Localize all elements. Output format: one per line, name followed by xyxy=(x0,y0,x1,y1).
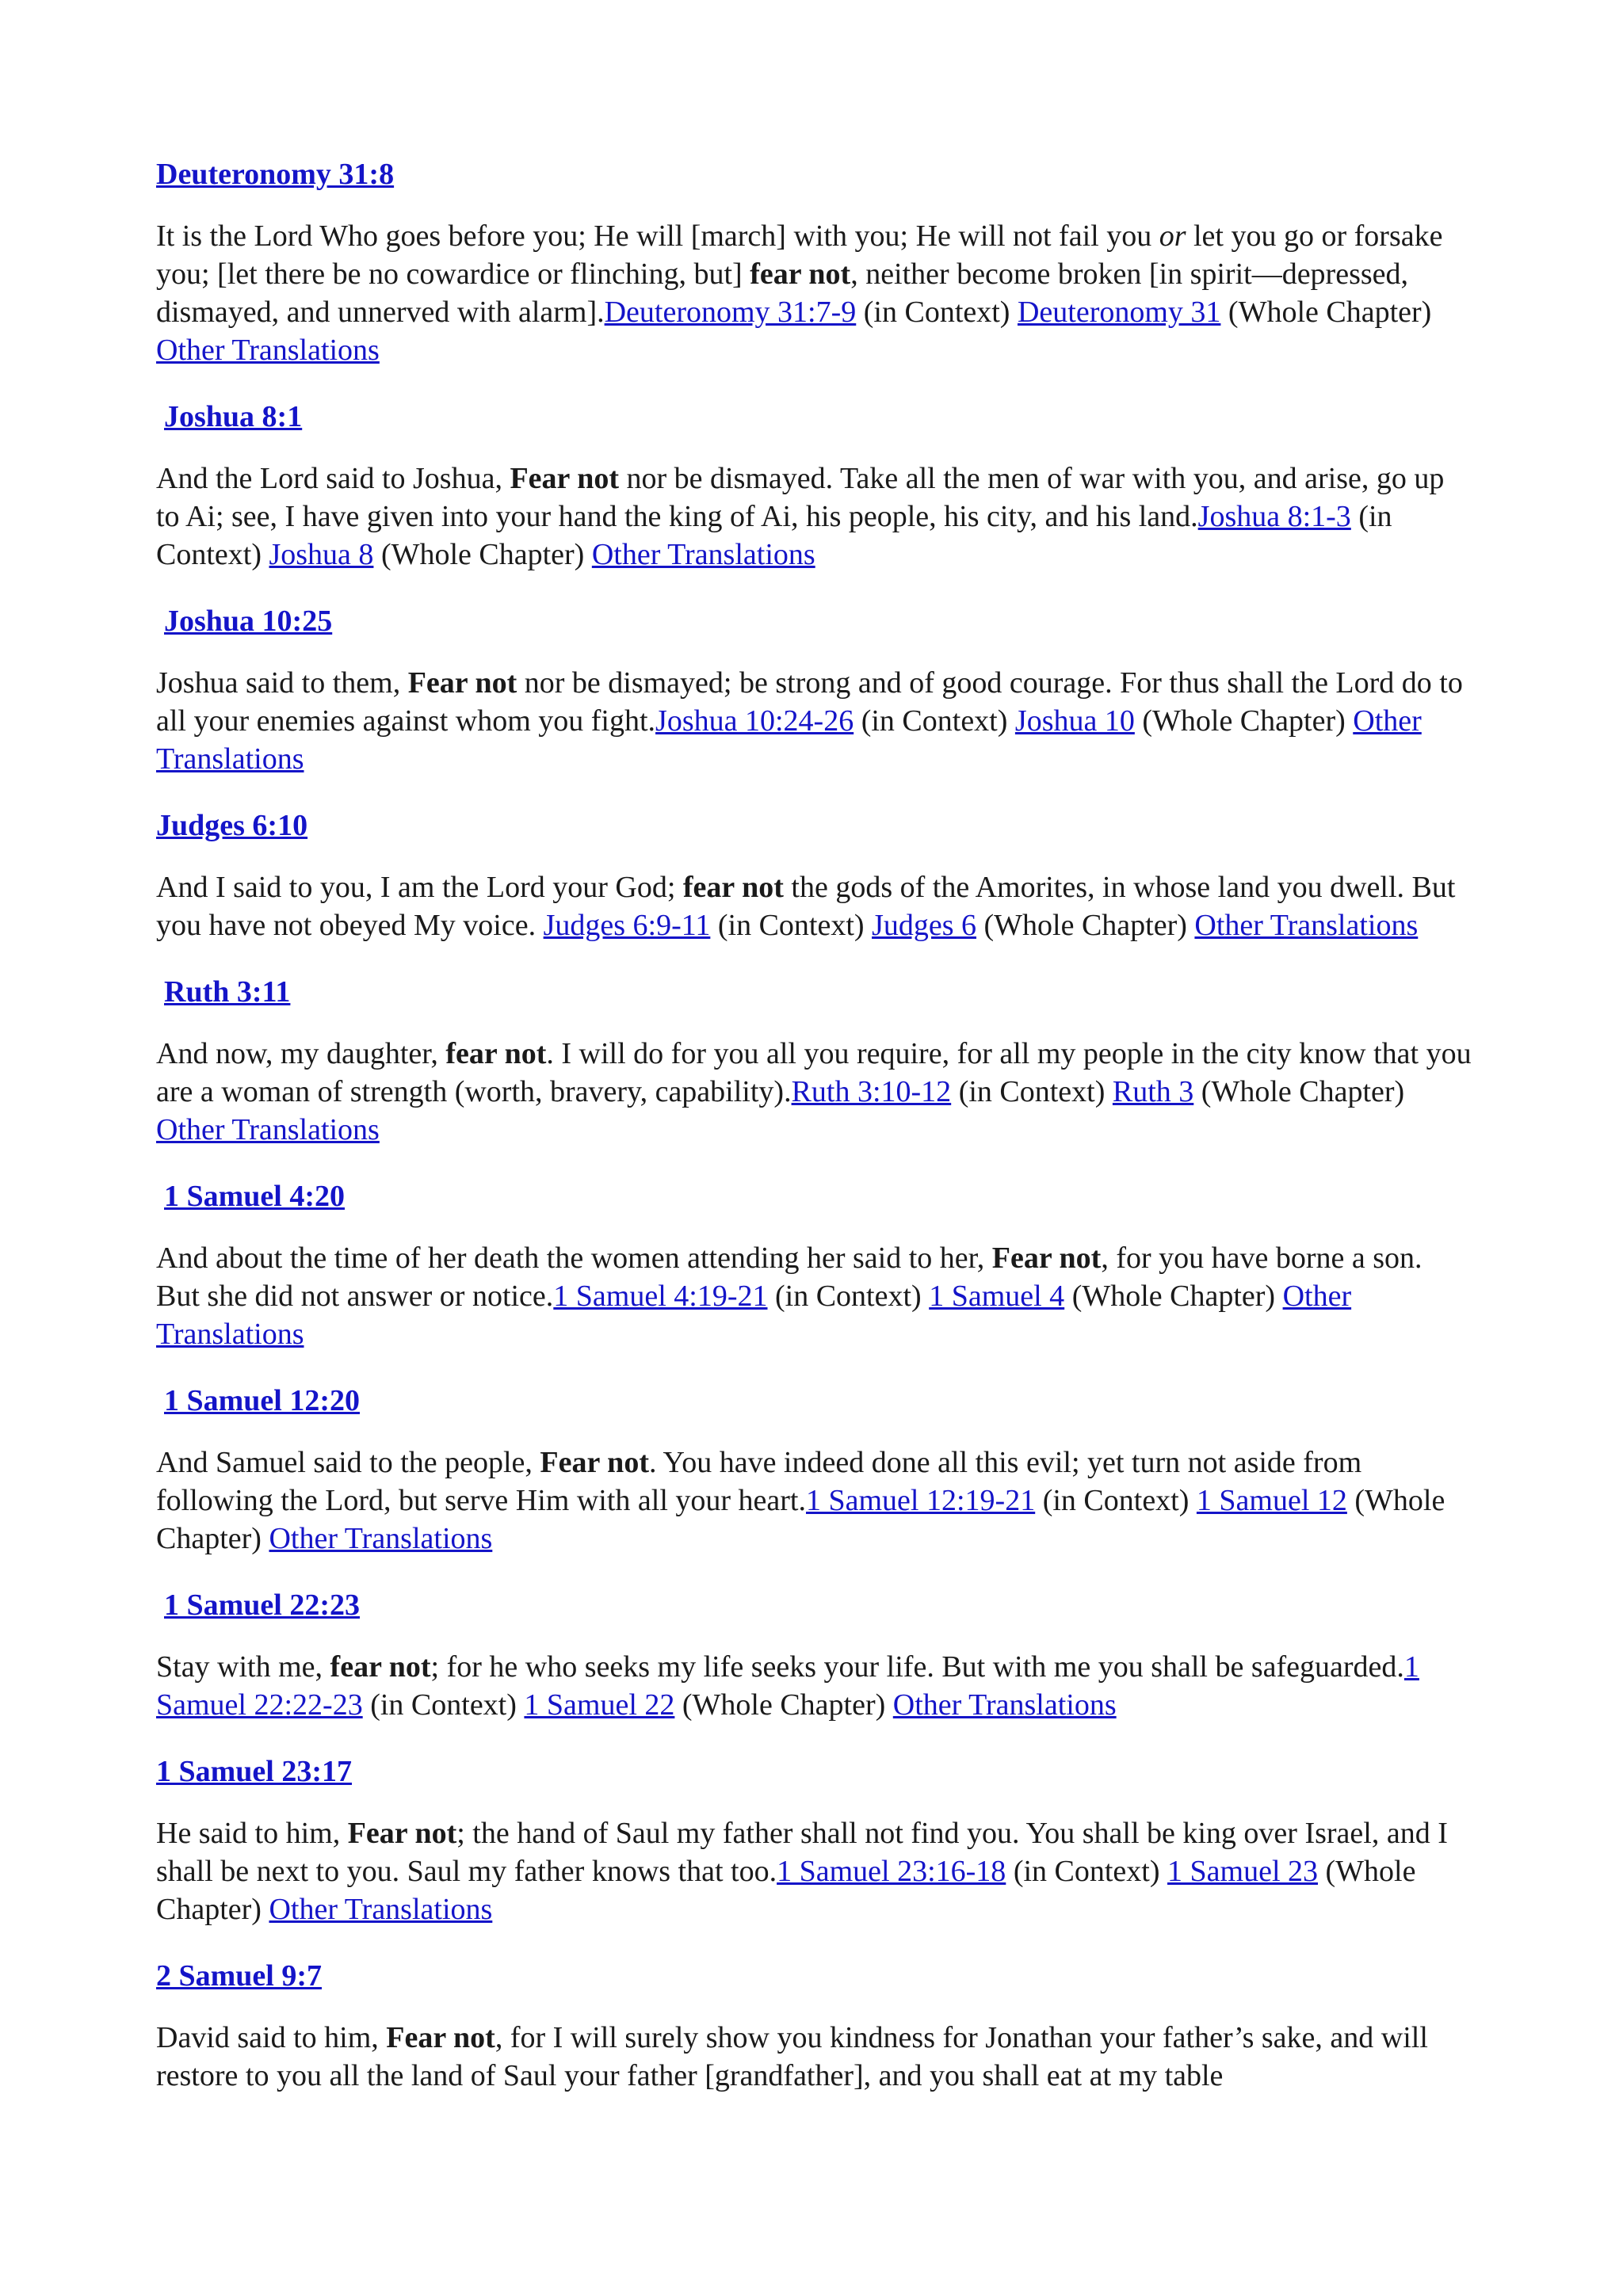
in-context-label: (in Context) xyxy=(854,704,1015,738)
verse-text-part: , for you have borne a son. But she did not answer or notice. xyxy=(156,1241,1423,1313)
fear-not-emphasis: fear not xyxy=(750,257,851,291)
other-translations-link[interactable]: Other Translations xyxy=(591,538,815,571)
verse-entry xyxy=(156,1382,1472,1558)
verse-text-part: , neither become broken [in spirit—depressed, dismayed, and unnerved with alarm]. xyxy=(156,257,1409,329)
in-context-link[interactable]: 1 Samuel 23:16-18 xyxy=(777,1855,1006,1888)
verse-entry xyxy=(156,1957,1472,2095)
in-context-label: (in Context) xyxy=(951,1075,1113,1108)
verse-text xyxy=(156,1648,1472,1724)
whole-chapter-link[interactable]: Joshua 8 xyxy=(269,538,374,571)
verse-text-part: nor be dismayed; be strong and of good courage. For thus shall the Lord do to all your enemies against whom you fight. xyxy=(156,666,1463,738)
verse-reference-link[interactable]: Deuteronomy 31:8 xyxy=(156,158,395,191)
verse-text-part: And about the time of her death the women attending her said to her, xyxy=(156,1241,992,1275)
verse-text-part: . You have indeed done all this evil; yet turn not aside from following the Lord, but serve Him with all your heart. xyxy=(156,1446,1362,1517)
verse-text xyxy=(156,460,1472,574)
verse-reference-link[interactable]: 1 Samuel 4:20 xyxy=(164,1180,345,1213)
verse-text xyxy=(156,1814,1472,1928)
verse-reference-link[interactable]: Joshua 8:1 xyxy=(164,400,303,433)
whole-chapter-label: (Whole Chapter) xyxy=(1134,704,1354,738)
whole-chapter-link[interactable]: Ruth 3 xyxy=(1112,1075,1194,1108)
whole-chapter-label: (Whole Chapter) xyxy=(674,1688,893,1722)
in-context-link[interactable]: Judges 6:9-11 xyxy=(543,909,711,942)
whole-chapter-link[interactable]: 1 Samuel 22 xyxy=(524,1688,675,1722)
verse-text-part: It is the Lord Who goes before you; He will [march] with you; He will not fail you xyxy=(156,219,1159,253)
verse-reference xyxy=(156,1586,1472,1624)
verse-text-part: , for I will surely show you kindness for Jonathan your father’s sake, and will restore to you all the land of Saul your father [grandfather], and you shall eat at my table xyxy=(156,2021,1428,2092)
verse-entry xyxy=(156,1753,1472,1928)
whole-chapter-link[interactable]: Deuteronomy 31 xyxy=(1017,296,1221,329)
in-context-label: (in Context) xyxy=(767,1280,930,1313)
fear-not-emphasis: Fear not xyxy=(407,666,517,700)
in-context-link[interactable]: Joshua 10:24-26 xyxy=(655,704,854,738)
verse-reference-link[interactable]: 2 Samuel 9:7 xyxy=(156,1959,322,1993)
verse-reference xyxy=(156,1177,1472,1215)
verse-reference-link[interactable]: 1 Samuel 12:20 xyxy=(164,1384,360,1417)
whole-chapter-label: (Whole Chapter) xyxy=(156,1855,1416,1926)
fear-not-emphasis: Fear not xyxy=(386,2021,495,2054)
verse-reference xyxy=(156,1957,1472,1995)
fear-not-emphasis: Fear not xyxy=(347,1817,457,1850)
document-page xyxy=(156,155,1472,2123)
fear-not-emphasis: fear not xyxy=(330,1650,431,1684)
in-context-label: (in Context) xyxy=(1035,1484,1197,1517)
verse-text-part: Stay with me, xyxy=(156,1650,330,1684)
in-context-label: (in Context) xyxy=(156,500,1392,571)
whole-chapter-label: (Whole Chapter) xyxy=(976,909,1195,942)
verse-reference xyxy=(156,807,1472,845)
whole-chapter-link[interactable]: Joshua 10 xyxy=(1014,704,1135,738)
whole-chapter-label: (Whole Chapter) xyxy=(373,538,592,571)
verse-text-part: Joshua said to them, xyxy=(156,666,408,700)
verse-text-part: And the Lord said to Joshua, xyxy=(156,462,510,495)
fear-not-emphasis: Fear not xyxy=(540,1446,649,1479)
verse-text-part: And Samuel said to the people, xyxy=(156,1446,540,1479)
verse-text-part: the gods of the Amorites, in whose land you dwell. But you have not obeyed My voice. xyxy=(156,871,1456,942)
fear-not-emphasis: fear not xyxy=(445,1037,547,1070)
in-context-link[interactable]: 1 Samuel 22:22-23 xyxy=(156,1650,1419,1722)
verse-reference xyxy=(156,602,1472,640)
whole-chapter-link[interactable]: Judges 6 xyxy=(872,909,977,942)
verse-text xyxy=(156,2019,1472,2095)
in-context-label: (in Context) xyxy=(710,909,873,942)
other-translations-link[interactable]: Other Translations xyxy=(156,1280,1352,1351)
verse-entry xyxy=(156,602,1472,778)
verse-text-part: ; the hand of Saul my father shall not find you. You shall be king over Israel, and I shall be next to you. Saul my father knows that too. xyxy=(156,1817,1448,1888)
verse-reference-link[interactable]: 1 Samuel 22:23 xyxy=(164,1589,360,1622)
verse-entry xyxy=(156,807,1472,944)
other-translations-link[interactable]: Other Translations xyxy=(156,334,380,367)
verse-entry xyxy=(156,155,1472,369)
verse-text-part: nor be dismayed. Take all the men of war with you, and arise, go up to Ai; see, I have given into your hand the king of Ai, his people, his city, and his land. xyxy=(156,462,1445,533)
verse-text xyxy=(156,1444,1472,1558)
verse-text-part: ; for he who seeks my life seeks your life. But with me you shall be safeguarded. xyxy=(430,1650,1404,1684)
whole-chapter-link[interactable]: 1 Samuel 12 xyxy=(1196,1484,1347,1517)
verse-entry xyxy=(156,1586,1472,1724)
whole-chapter-link[interactable]: 1 Samuel 4 xyxy=(929,1280,1065,1313)
in-context-link[interactable]: Joshua 8:1-3 xyxy=(1197,500,1351,533)
whole-chapter-label: (Whole Chapter) xyxy=(1193,1075,1405,1108)
in-context-link[interactable]: Deuteronomy 31:7-9 xyxy=(604,296,857,329)
whole-chapter-link[interactable]: 1 Samuel 23 xyxy=(1167,1855,1318,1888)
verse-text xyxy=(156,1035,1472,1149)
verse-text-part: David said to him, xyxy=(156,2021,387,2054)
verse-text-part: And now, my daughter, xyxy=(156,1037,446,1070)
verse-reference xyxy=(156,398,1472,436)
verse-reference-link[interactable]: Judges 6:10 xyxy=(156,809,308,842)
verse-reference-link[interactable]: Ruth 3:11 xyxy=(164,975,291,1009)
in-context-link[interactable]: Ruth 3:10-12 xyxy=(791,1075,952,1108)
verse-reference xyxy=(156,973,1472,1011)
whole-chapter-label: (Whole Chapter) xyxy=(1064,1280,1283,1313)
verse-text-part: And I said to you, I am the Lord your God; xyxy=(156,871,683,904)
other-translations-link[interactable]: Other Translations xyxy=(269,1522,493,1555)
verse-reference xyxy=(156,155,1472,193)
in-context-label: (in Context) xyxy=(362,1688,525,1722)
verse-text xyxy=(156,868,1472,944)
other-translations-link[interactable]: Other Translations xyxy=(892,1688,1117,1722)
verse-reference xyxy=(156,1382,1472,1420)
verse-text xyxy=(156,664,1472,778)
verse-entry xyxy=(156,1177,1472,1353)
verse-entry xyxy=(156,398,1472,574)
verse-text-part: . I will do for you all you require, for all my people in the city know that you are a woman of strength (worth, bravery, capability). xyxy=(156,1037,1472,1108)
in-context-link[interactable]: 1 Samuel 4:19-21 xyxy=(553,1280,768,1313)
verse-reference xyxy=(156,1753,1472,1791)
other-translations-link[interactable]: Other Translations xyxy=(1194,909,1419,942)
verse-italic: or xyxy=(1159,219,1186,253)
verse-reference-link[interactable]: Joshua 10:25 xyxy=(164,605,333,638)
fear-not-emphasis: Fear not xyxy=(991,1241,1102,1275)
in-context-label: (in Context) xyxy=(856,296,1018,329)
whole-chapter-label: (Whole Chapter) xyxy=(156,1484,1445,1555)
fear-not-emphasis: Fear not xyxy=(510,462,619,495)
verse-text xyxy=(156,1239,1472,1353)
verse-text-part: let you go or forsake you; [let there be no cowardice or flinching, but] xyxy=(156,219,1443,291)
verse-text xyxy=(156,217,1472,369)
other-translations-link[interactable]: Other Translations xyxy=(156,704,1422,776)
fear-not-emphasis: fear not xyxy=(682,871,784,904)
other-translations-link[interactable]: Other Translations xyxy=(269,1893,493,1926)
verse-reference-link[interactable]: 1 Samuel 23:17 xyxy=(156,1755,352,1788)
verse-entry xyxy=(156,973,1472,1149)
verse-text-part: He said to him, xyxy=(156,1817,348,1850)
in-context-link[interactable]: 1 Samuel 12:19-21 xyxy=(806,1484,1036,1517)
other-translations-link[interactable]: Other Translations xyxy=(156,1113,380,1146)
whole-chapter-label: (Whole Chapter) xyxy=(1220,296,1432,329)
in-context-label: (in Context) xyxy=(1006,1855,1168,1888)
